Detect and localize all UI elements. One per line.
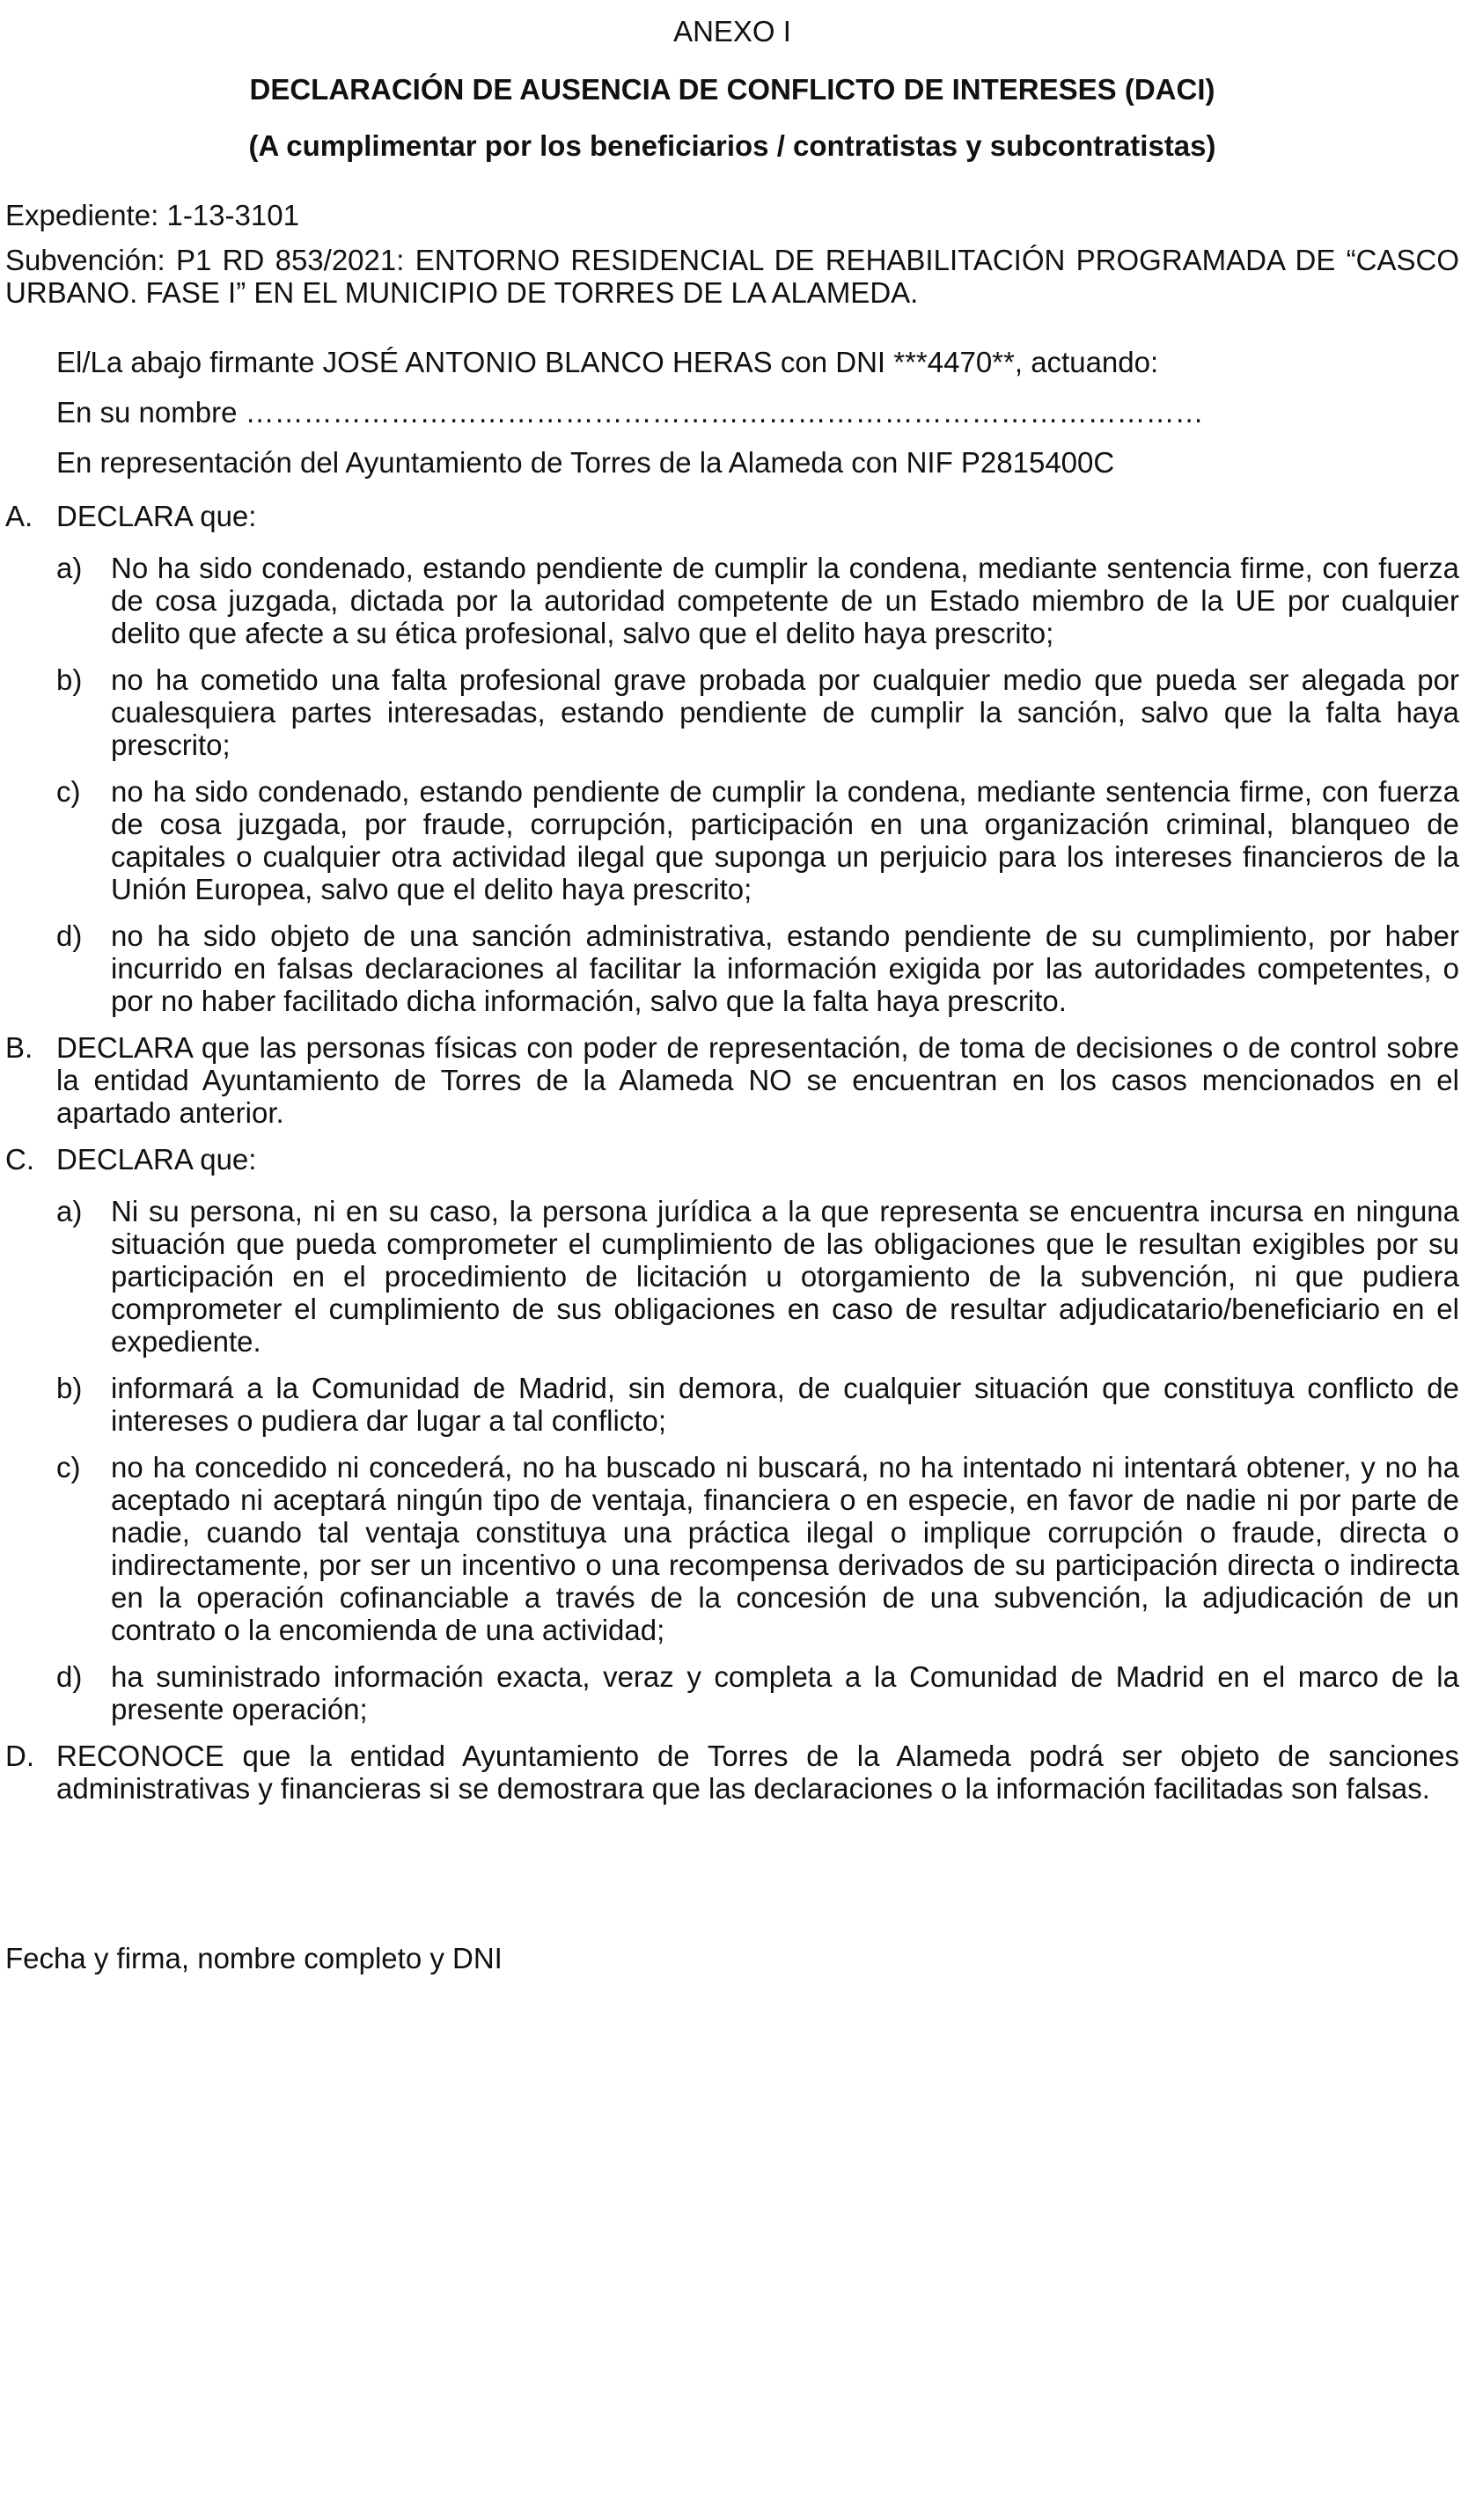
section-a-item-c [5, 775, 1459, 905]
section-c-item-b [5, 1372, 1459, 1437]
section-c [5, 1143, 1459, 1176]
section-b-marker: B. [5, 1031, 33, 1064]
document-title: DECLARACIÓN DE AUSENCIA DE CONFLICTO DE INTERESES (DACI) [249, 73, 1215, 106]
section-a [5, 500, 1459, 532]
section-c-marker: C. [5, 1143, 34, 1176]
section-c-item-d [5, 1660, 1459, 1725]
item-text: no ha concedido ni concederá, no ha buscado ni buscará, no ha intentado ni intentará obtener, y no ha aceptado ni aceptará ningún tipo de ventaja, financiera o en especie, en favor de nadie ni por parte de nadie, cuando tal ventaja constituya una práctica ilegal o implique corrupción o fraude, directa o indirectamente, por ser un incentivo o una recompensa derivados de su participación directa o indirecta en la operación cofinanciable a través de la concesión de una subvención, la adjudicación de un contrato o la encomienda de una actividad; [111, 1451, 1459, 1646]
item-marker: d) [56, 919, 83, 952]
section-d [5, 1740, 1459, 1805]
document-subtitle: (A cumplimentar por los beneficiarios / contratistas y subcontratistas) [248, 129, 1216, 162]
item-text: no ha sido objeto de una sanción administrativa, estando pendiente de su cumplimiento, por haber incurrido en falsas declaraciones al facilitar la información exigida por las autoridades competentes, o por no haber facilitado dicha información, salvo que la falta haya prescrito. [111, 919, 1459, 1017]
item-text: no ha cometido una falta profesional grave probada por cualquier medio que pueda ser alegada por cualesquiera partes interesadas, estando pendiente de cumplir la sanción, salvo que la falta haya prescrito; [111, 663, 1459, 761]
item-marker: c) [56, 775, 81, 808]
item-marker: b) [56, 1372, 83, 1404]
section-c-item-c [5, 1451, 1459, 1646]
section-d-marker: D. [5, 1740, 34, 1772]
item-marker: c) [56, 1451, 81, 1483]
section-a-text: DECLARA que: [56, 500, 257, 532]
item-marker: a) [56, 1195, 83, 1227]
firmante-statement: El/La abajo firmante JOSÉ ANTONIO BLANCO HERAS con DNI ***4470**, actuando: [56, 346, 1159, 378]
item-marker: a) [56, 552, 83, 584]
section-a-item-d [5, 919, 1459, 1017]
section-a-marker: A. [5, 500, 33, 532]
representacion-line: En representación del Ayuntamiento de Torres de la Alameda con NIF P2815400C [56, 446, 1115, 479]
section-b-text: DECLARA que las personas físicas con poder de representación, de toma de decisiones o de control sobre la entidad Ayuntamiento de Torres de la Alameda NO se encuentran en los casos mencionados en el apartado anterior. [56, 1031, 1459, 1129]
section-c-item-a [5, 1195, 1459, 1358]
section-b [5, 1031, 1459, 1129]
annex-title: ANEXO I [673, 15, 791, 48]
item-text: no ha sido condenado, estando pendiente de cumplir la condena, mediante sentencia firme, con fuerza de cosa juzgada, por fraude, corrupción, participación en una organización criminal, blanqueo de capitales o cualquier otra actividad ilegal que suponga un perjuicio para los intereses financieros de la Unión Europea, salvo que el delito haya prescrito; [111, 775, 1459, 905]
section-a-item-b [5, 663, 1459, 761]
item-text: Ni su persona, ni en su caso, la persona jurídica a la que representa se encuentra incursa en ninguna situación que pueda comprometer el cumplimiento de las obligaciones que le resultan exigibles por su participación en el procedimiento de licitación u otorgamiento de la subvención, ni que pudiera comprometer el cumplimiento de sus obligaciones en caso de resultar adjudicatario/beneficiario en el expediente. [111, 1195, 1459, 1358]
section-c-text: DECLARA que: [56, 1143, 257, 1176]
item-marker: d) [56, 1660, 83, 1693]
subvencion: Subvención: P1 RD 853/2021: ENTORNO RESIDENCIAL DE REHABILITACIÓN PROGRAMADA DE “CASCO URBANO. FASE I” EN EL MUNICIPIO DE TORRES DE LA ALAMEDA. [5, 244, 1459, 309]
item-text: informará a la Comunidad de Madrid, sin demora, de cualquier situación que constituya conflicto de intereses o pudiera dar lugar a tal conflicto; [111, 1372, 1459, 1437]
section-a-item-a [5, 552, 1459, 649]
item-marker: b) [56, 663, 83, 696]
en-su-nombre-line: En su nombre ……………………………………………………………………………………… [56, 396, 1204, 429]
expediente: Expediente: 1-13-3101 [5, 199, 299, 231]
signature-line: Fecha y firma, nombre completo y DNI [5, 1942, 503, 1974]
section-d-text: RECONOCE que la entidad Ayuntamiento de Torres de la Alameda podrá ser objeto de sanciones administrativas y financieras si se demostrara que las declaraciones o la información facilitadas son falsas. [56, 1740, 1459, 1805]
item-text: No ha sido condenado, estando pendiente de cumplir la condena, mediante sentencia firme, con fuerza de cosa juzgada, dictada por la autoridad competente de un Estado miembro de la UE por cualquier delito que afecte a su ética profesional, salvo que el delito haya prescrito; [111, 552, 1459, 649]
item-text: ha suministrado información exacta, veraz y completa a la Comunidad de Madrid en el marco de la presente operación; [111, 1660, 1459, 1725]
